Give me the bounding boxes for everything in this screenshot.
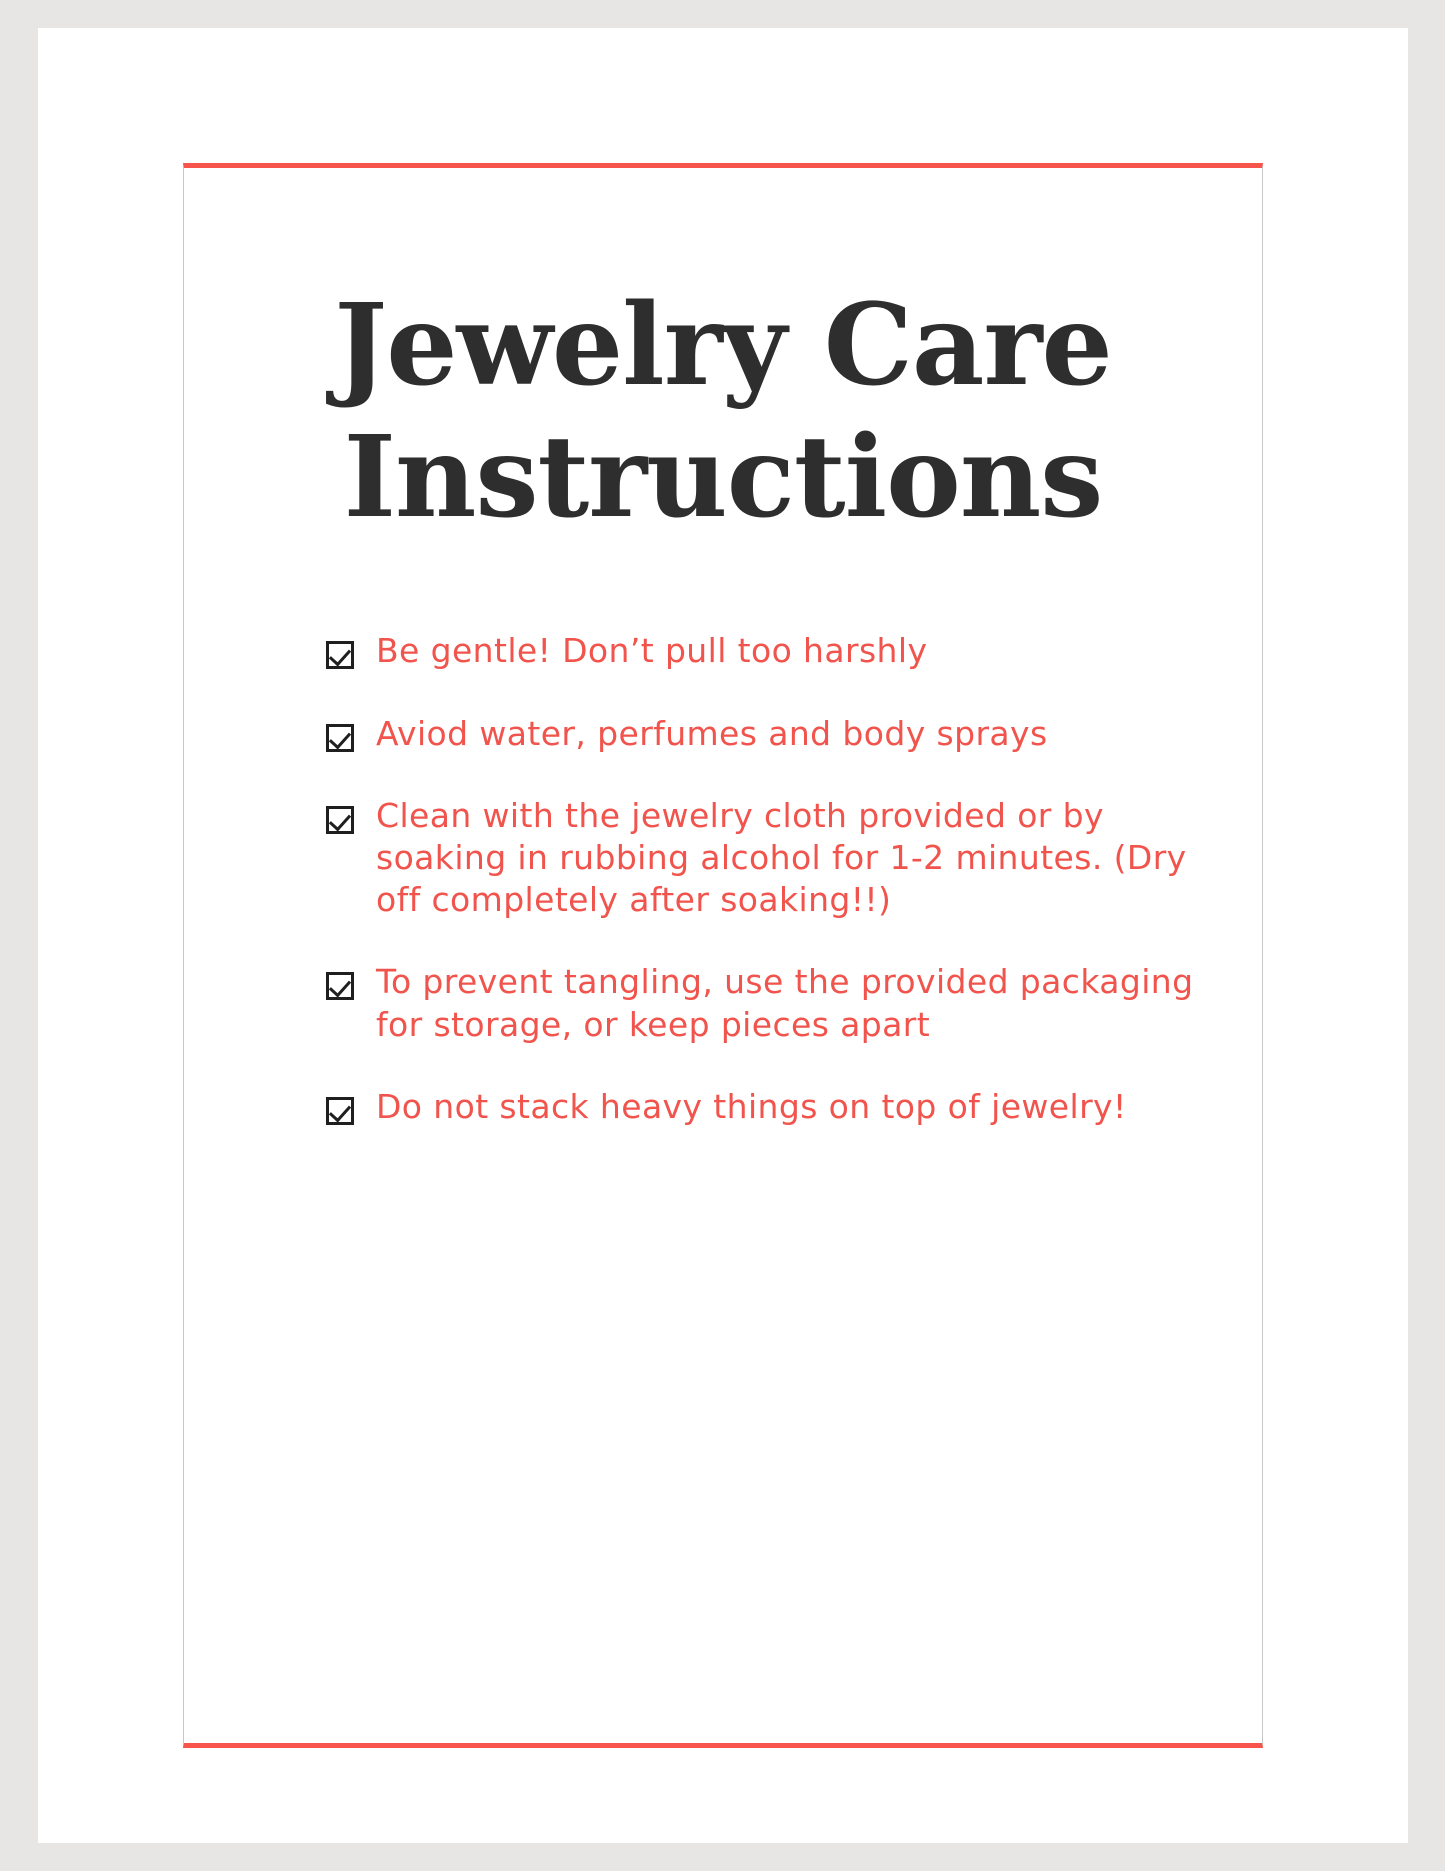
- care-instructions-list: [184, 630, 1262, 1128]
- list-item: [326, 713, 1214, 755]
- list-item-label: Do not stack heavy things on top of jewelry!: [376, 1086, 1127, 1126]
- page-title: [184, 280, 1262, 544]
- checkbox-checked-icon: [326, 972, 354, 1000]
- checkbox-checked-icon: [326, 724, 354, 752]
- content-frame: [183, 163, 1263, 1748]
- list-item: [326, 795, 1214, 922]
- list-item: [326, 1086, 1214, 1128]
- list-item-label: Aviod water, perfumes and body sprays: [376, 713, 1048, 753]
- checkbox-checked-icon: [326, 1097, 354, 1125]
- title-line-2: Instructions: [343, 412, 1103, 544]
- list-item-label: Be gentle! Don’t pull too harshly: [376, 631, 928, 671]
- title-line-1: Jewelry Care: [334, 280, 1112, 411]
- list-item: [326, 630, 1214, 672]
- checkbox-checked-icon: [326, 806, 354, 834]
- list-item: [326, 961, 1214, 1045]
- checkbox-checked-icon: [326, 641, 354, 669]
- list-item-label: To prevent tangling, use the provided packaging for storage, or keep pieces apart: [376, 962, 1194, 1044]
- document-page: [38, 28, 1408, 1843]
- list-item-label: Clean with the jewelry cloth provided or by soaking in rubbing alcohol for 1-2 minutes. (Dry off completely after soaking!!): [376, 795, 1187, 920]
